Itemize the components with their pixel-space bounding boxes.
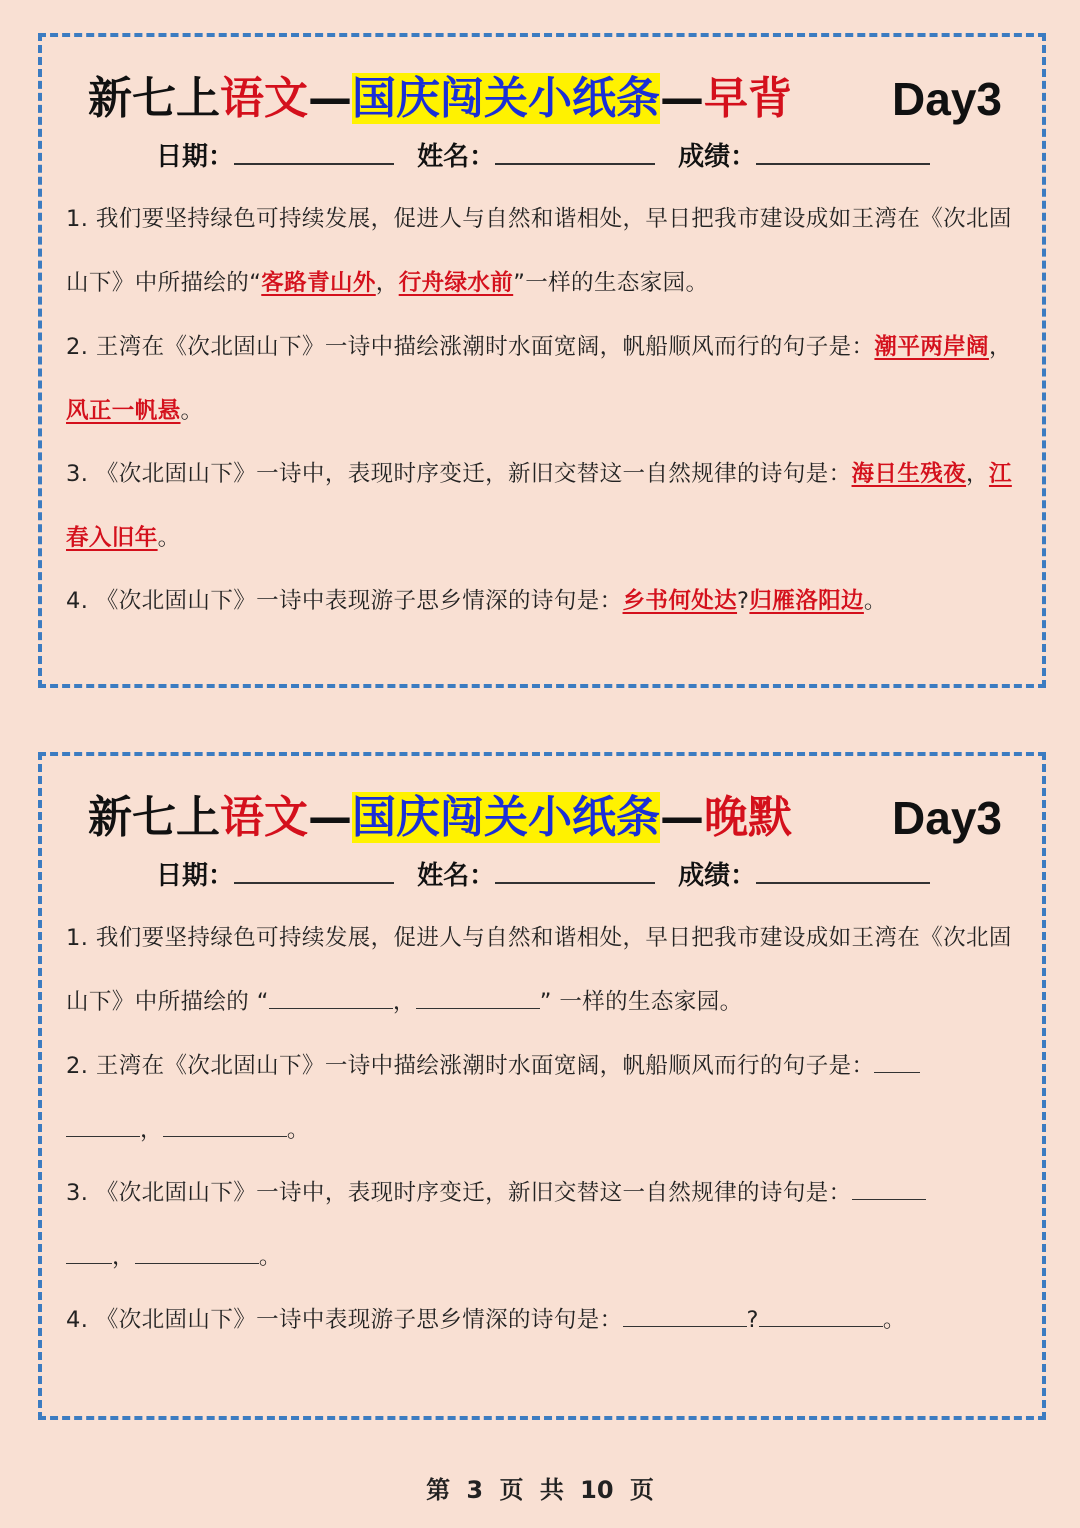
answer: 客路青山外 <box>261 270 376 296</box>
title-subject: 语文 <box>220 73 308 124</box>
period: 。 <box>286 1117 310 1143</box>
answer-blank[interactable] <box>269 988 393 1009</box>
title-dash: — <box>660 792 704 843</box>
title-highlight: 国庆闯关小纸条 <box>352 73 660 124</box>
question-2 <box>66 315 1018 443</box>
title-grade: 新七上 <box>88 792 220 843</box>
title-day: Day3 <box>892 792 1002 844</box>
question-text: 1. 我们要坚持绿色可持续发展，促进人与自然和谐相处，早日把我市建设成如王湾在《次北固山下》中所描绘的“ <box>66 206 1012 296</box>
name-blank[interactable] <box>495 137 655 165</box>
period: 。 <box>863 588 887 614</box>
question-3 <box>66 442 1018 570</box>
period: 。 <box>180 398 204 424</box>
date-label: 日期： <box>156 861 235 891</box>
name-label: 姓名： <box>417 142 496 172</box>
answer-blank[interactable] <box>66 1243 112 1264</box>
answer: 海日生残夜 <box>851 461 967 487</box>
title-grade: 新七上 <box>88 73 220 124</box>
question-4 <box>66 1288 1018 1352</box>
separator: ， <box>392 989 416 1015</box>
title-highlight: 国庆闯关小纸条 <box>352 792 660 843</box>
separator: ? <box>737 588 750 614</box>
question-2 <box>66 1034 1018 1162</box>
separator: ， <box>966 461 989 487</box>
title-dash: — <box>308 73 352 124</box>
title-dash: — <box>660 73 704 124</box>
date-label: 日期： <box>156 142 235 172</box>
period: 。 <box>258 1244 282 1270</box>
separator: ， <box>375 270 399 296</box>
title-session: 晚默 <box>704 792 792 843</box>
answer-blank[interactable] <box>416 988 540 1009</box>
question-4 <box>66 569 1018 633</box>
morning-recite-card <box>38 33 1046 688</box>
answer-blank[interactable] <box>852 1179 926 1200</box>
card-title <box>88 788 1008 848</box>
question-text: ”一样的生态家园。 <box>513 270 709 296</box>
separator: ? <box>746 1307 759 1333</box>
title-dash: — <box>308 792 352 843</box>
answer: 风正一帆悬 <box>66 398 181 424</box>
score-label: 成绩： <box>678 142 757 172</box>
title-subject: 语文 <box>220 792 308 843</box>
score-blank[interactable] <box>756 137 930 165</box>
answer-blank[interactable] <box>623 1306 747 1327</box>
separator: ， <box>988 334 1012 360</box>
info-row <box>156 856 944 896</box>
answer: 乡书何处达 <box>622 588 738 614</box>
separator: ， <box>140 1117 163 1143</box>
name-label: 姓名： <box>417 861 496 891</box>
date-blank[interactable] <box>234 856 394 884</box>
date-blank[interactable] <box>234 137 394 165</box>
info-row <box>156 137 944 177</box>
score-label: 成绩： <box>678 861 757 891</box>
answer-blank[interactable] <box>135 1243 259 1264</box>
answer: 归雁洛阳边 <box>749 588 864 614</box>
question-1 <box>66 906 1018 1034</box>
answer-blank[interactable] <box>66 1116 140 1137</box>
question-text: 3. 《次北固山下》一诗中，表现时序变迁，新旧交替这一自然规律的诗句是： <box>66 461 852 487</box>
question-3 <box>66 1161 1018 1289</box>
question-text: 4. 《次北固山下》一诗中表现游子思乡情深的诗句是： <box>66 1307 623 1333</box>
title-session: 早背 <box>704 73 792 124</box>
question-text: 4. 《次北固山下》一诗中表现游子思乡情深的诗句是： <box>66 588 623 614</box>
score-blank[interactable] <box>756 856 930 884</box>
card-title <box>88 69 1008 129</box>
period: 。 <box>157 525 181 551</box>
question-text: ” 一样的生态家园。 <box>539 989 743 1015</box>
title-day: Day3 <box>892 73 1002 125</box>
question-text: 2. 王湾在《次北固山下》一诗中描绘涨潮时水面宽阔，帆船顺风而行的句子是： <box>66 334 875 360</box>
period: 。 <box>882 1307 906 1333</box>
answer-blank[interactable] <box>874 1052 920 1073</box>
answer-blank[interactable] <box>163 1116 287 1137</box>
page-footer: 第 3 页 共 10 页 <box>426 1476 654 1504</box>
question-text: 1. 我们要坚持绿色可持续发展，促进人与自然和谐相处，早日把我市建设成如王湾在《次北固山下》中所描绘的 “ <box>66 925 1012 1015</box>
question-text: 3. 《次北固山下》一诗中，表现时序变迁，新旧交替这一自然规律的诗句是： <box>66 1180 852 1206</box>
answer: 潮平两岸阔 <box>874 334 989 360</box>
name-blank[interactable] <box>495 856 655 884</box>
evening-dictation-card <box>38 752 1046 1420</box>
question-1 <box>66 187 1018 315</box>
separator: ， <box>112 1244 135 1270</box>
answer: 行舟绿水前 <box>398 270 514 296</box>
answer: 江春入旧年 <box>66 461 1012 551</box>
question-text: 2. 王湾在《次北固山下》一诗中描绘涨潮时水面宽阔，帆船顺风而行的句子是： <box>66 1053 875 1079</box>
answer-blank[interactable] <box>759 1306 883 1327</box>
